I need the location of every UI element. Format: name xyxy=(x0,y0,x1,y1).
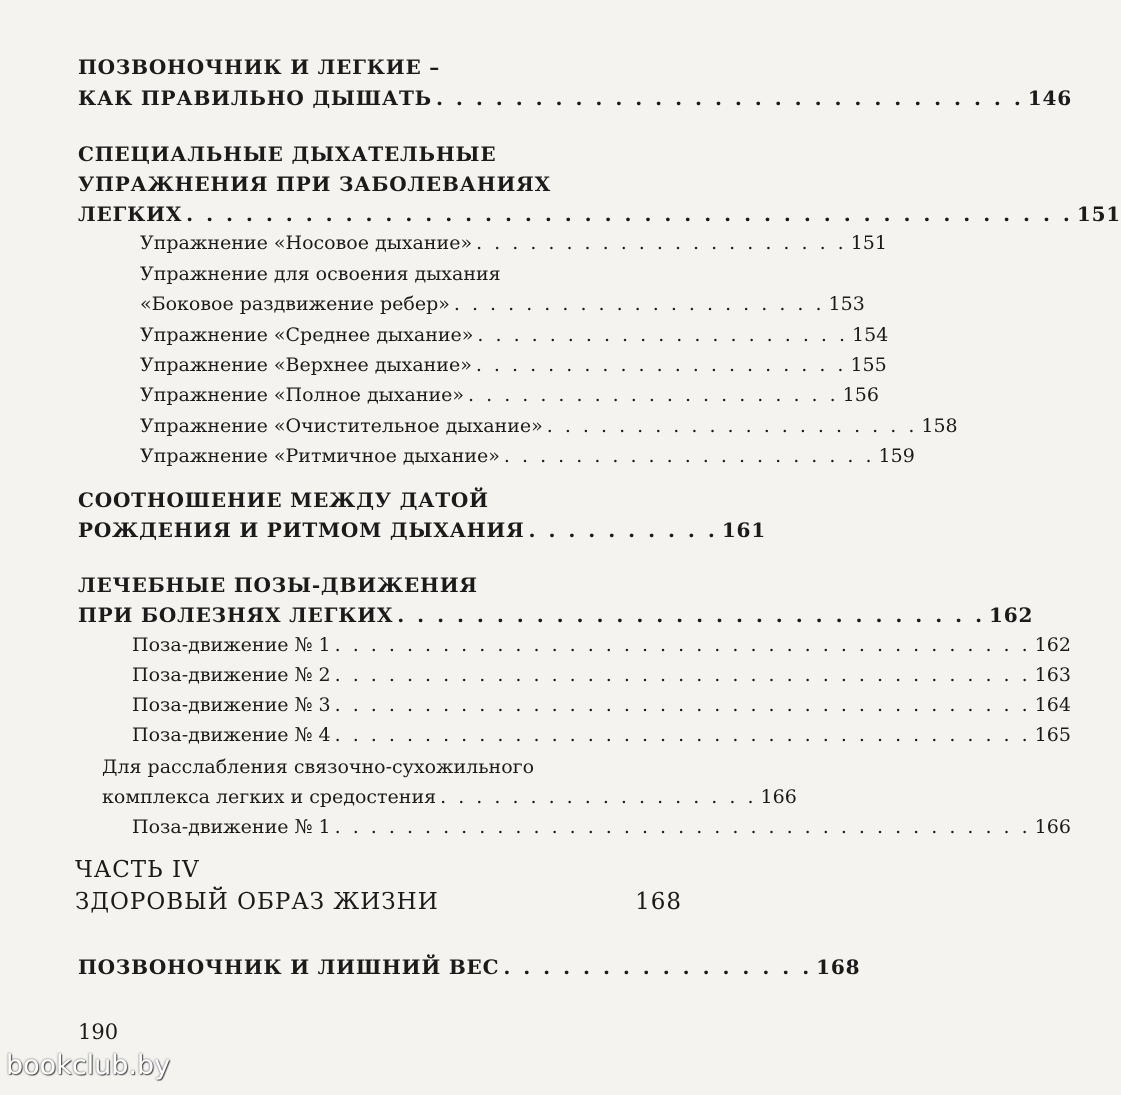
subitem-label: Упражнение «Ритмичное дыхание» xyxy=(140,445,500,467)
section-1-title-line2-row xyxy=(78,86,1072,110)
section-3-page: 161 xyxy=(721,518,766,542)
subitem-label: Упражнение «Верхнее дыхание» xyxy=(140,354,472,376)
part-4-page: 168 xyxy=(635,889,682,915)
section-2-title-line3-row xyxy=(78,202,1121,226)
subitem-page: 164 xyxy=(1034,694,1071,716)
section-3-title-line2: РОЖДЕНИЯ И РИТМОМ ДЫХАНИЯ xyxy=(78,518,525,542)
subitem-label: Поза-движение № 2 xyxy=(132,664,331,686)
section-1-title-line1: ПОЗВОНОЧНИК И ЛЕГКИЕ – xyxy=(78,55,441,79)
subitem-label: Поза-движение № 3 xyxy=(132,694,331,716)
subitem-page: 153 xyxy=(828,293,865,315)
toc-subitem xyxy=(132,694,1071,716)
toc-subitem xyxy=(132,816,1071,838)
section-1-title-line2: КАК ПРАВИЛЬНО ДЫШАТЬ xyxy=(78,86,432,110)
subitem-page: 162 xyxy=(1034,634,1071,656)
section-4-page: 162 xyxy=(989,603,1034,627)
section-3-title-line1: СООТНОШЕНИЕ МЕЖДУ ДАТОЙ xyxy=(78,488,489,512)
subitem-page: 165 xyxy=(1034,724,1071,746)
dot-leader: . . . . . . . . . . . . . . . . . . . . . . . . . . . . . . . . . . . . . . . xyxy=(334,634,1031,656)
dot-leader: . . . . . . . . . . . . . . . . . . . . . xyxy=(546,415,918,437)
section-4-title-line2: ПРИ БОЛЕЗНЯХ ЛЕГКИХ xyxy=(78,603,394,627)
subitem-label: Упражнение «Носовое дыхание» xyxy=(140,232,473,254)
dot-leader: . . . . . . . . . . . . . . . . . . . . . . . . . . . . . . xyxy=(435,86,1024,110)
dot-leader: . . . . . . . . . . . . . . . . . . . . . xyxy=(503,445,875,467)
dot-leader: . . . . . . . . . . . . . . . . . . . . . xyxy=(453,293,825,315)
section-3-title-line2-row xyxy=(78,518,766,542)
dot-leader xyxy=(443,889,631,915)
subitem-page: 155 xyxy=(850,354,887,376)
dot-leader: . . . . . . . . . . . . . . . . . . . . . . . . . . . . . . xyxy=(397,603,986,627)
dot-leader: . . . . . . . . . . . . . . . . xyxy=(503,955,813,979)
toc-subitem xyxy=(140,384,879,406)
section-2-title-line3: ЛЕГКИХ xyxy=(78,202,183,226)
section-4-title-line1: ЛЕЧЕБНЫЕ ПОЗЫ-ДВИЖЕНИЯ xyxy=(78,573,478,597)
dot-leader: . . . . . . . . . . . . . . . . . . . . . xyxy=(476,232,847,254)
toc-subitem xyxy=(140,293,865,315)
section-5-title: ПОЗВОНОЧНИК И ЛИШНИЙ ВЕС xyxy=(78,955,500,979)
toc-subitem xyxy=(140,324,889,346)
subitem-page: 158 xyxy=(921,415,958,437)
section-4-title-line2-row xyxy=(78,603,1034,627)
toc-subitem xyxy=(140,354,887,376)
toc-subitem xyxy=(132,724,1071,746)
subitem-label: Упражнение «Полное дыхание» xyxy=(140,384,465,406)
section-5-page: 168 xyxy=(816,955,861,979)
relax-subsection-line2-row xyxy=(102,786,797,808)
subitem-label: Поза-движение № 1 xyxy=(132,816,331,838)
section-2-title-line1: СПЕЦИАЛЬНЫЕ ДЫХАТЕЛЬНЫЕ xyxy=(78,142,497,166)
watermark: bookclub.by xyxy=(6,1050,171,1081)
part-4-title-row xyxy=(75,889,682,915)
dot-leader: . . . . . . . . . . . . . . . . . . . . . . . . . . . . . . . . . . . . . . . xyxy=(334,694,1031,716)
section-2-page: 151 xyxy=(1076,202,1121,226)
section-1-page: 146 xyxy=(1027,86,1072,110)
relax-subsection-line1: Для расслабления связочно-сухожильного xyxy=(102,756,535,778)
relax-subsection-line2: комплекса легких и средостения xyxy=(102,786,437,808)
part-4-label: ЧАСТЬ IV xyxy=(75,857,200,883)
dot-leader: . . . . . . . . . . . . . . . . . . . . . xyxy=(477,324,849,346)
subitem-label: Упражнение «Среднее дыхание» xyxy=(140,324,474,346)
toc-subitem xyxy=(140,445,915,467)
toc-subitem xyxy=(140,232,887,254)
subitem-page: 156 xyxy=(842,384,879,406)
subitem-page: 163 xyxy=(1034,664,1071,686)
subitem-page: 154 xyxy=(852,324,889,346)
dot-leader: . . . . . . . . . . . . . . . . . . xyxy=(440,786,757,808)
subitem-label: «Боковое раздвижение ребер» xyxy=(140,293,450,315)
dot-leader: . . . . . . . . . . xyxy=(528,518,718,542)
dot-leader: . . . . . . . . . . . . . . . . . . . . . xyxy=(475,354,847,376)
subitem-label: Упражнение «Очистительное дыхание» xyxy=(140,415,543,437)
toc-subitem xyxy=(132,664,1071,686)
subitem-label: Упражнение для освоения дыхания xyxy=(140,263,501,285)
dot-leader: . . . . . . . . . . . . . . . . . . . . . . . . . . . . . . . . . . . . . . . xyxy=(334,816,1031,838)
subitem-page: 166 xyxy=(1034,816,1071,838)
section-2-title-line2: УПРАЖНЕНИЯ ПРИ ЗАБОЛЕВАНИЯХ xyxy=(78,172,551,196)
subitem-label: Поза-движение № 1 xyxy=(132,634,331,656)
dot-leader: . . . . . . . . . . . . . . . . . . . . . xyxy=(468,384,839,406)
subitem-page: 159 xyxy=(878,445,915,467)
dot-leader: . . . . . . . . . . . . . . . . . . . . . . . . . . . . . . . . . . . . . . . xyxy=(334,664,1031,686)
subitem-page: 151 xyxy=(850,232,887,254)
part-4-title: ЗДОРОВЫЙ ОБРАЗ ЖИЗНИ xyxy=(75,889,439,915)
dot-leader: . . . . . . . . . . . . . . . . . . . . . . . . . . . . . . . . . . . . . . . xyxy=(334,724,1031,746)
subitem-label: Поза-движение № 4 xyxy=(132,724,331,746)
dot-leader: . . . . . . . . . . . . . . . . . . . . . . . . . . . . . . . . . . . . . . . . . . . . . xyxy=(186,202,1073,226)
page-number: 190 xyxy=(78,1020,119,1044)
toc-subitem xyxy=(132,634,1071,656)
toc-subitem xyxy=(140,415,958,437)
section-5-row xyxy=(78,955,861,979)
relax-subsection-page: 166 xyxy=(760,786,797,808)
